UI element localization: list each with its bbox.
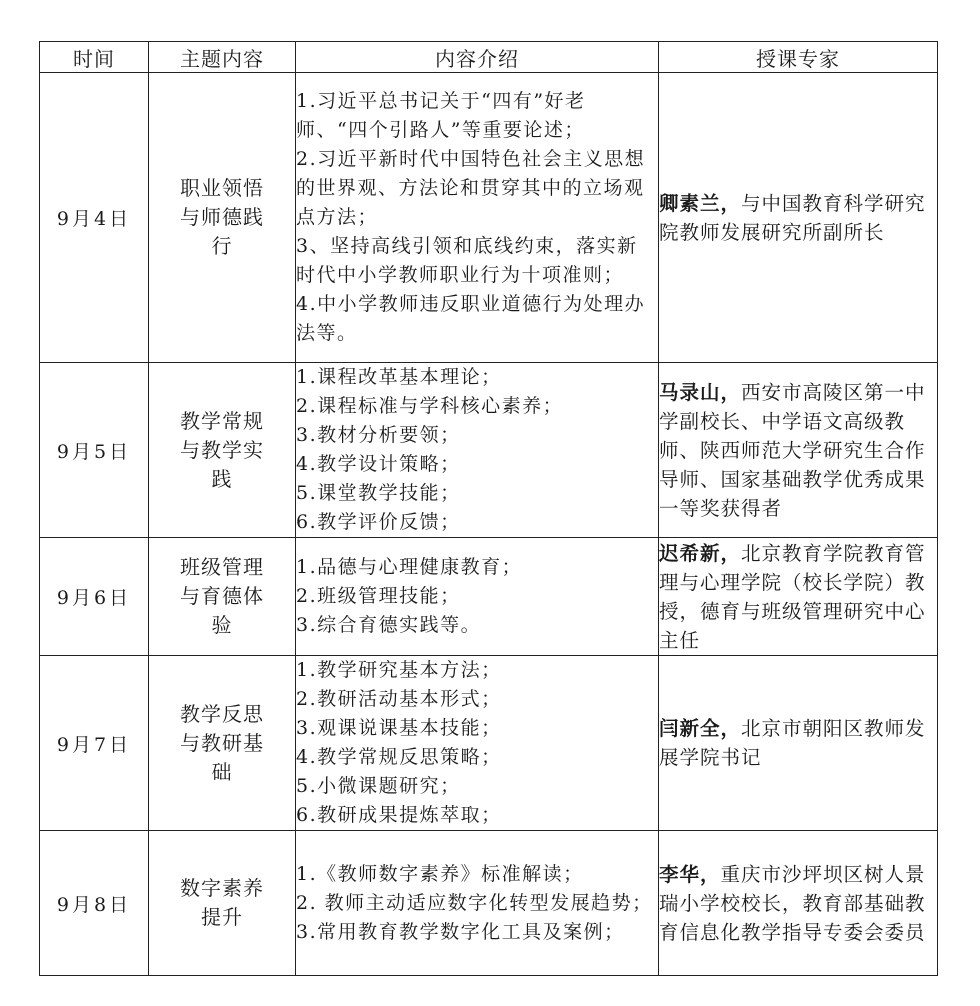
row-description <box>296 73 659 363</box>
row-date: 9月4日 <box>40 73 149 363</box>
content-item: 2. 教师主动适应数字化转型发展趋势； <box>296 891 653 914</box>
content-item: 6.教研成果提炼萃取； <box>296 804 502 826</box>
row-topic-text: 教学常规与教学实践 <box>180 408 264 491</box>
content-item: 3、坚持高线引领和底线约束，落实新时代中小学教师职业行为十项准则； <box>296 235 638 286</box>
table-row <box>40 656 938 831</box>
row-topic <box>149 831 296 976</box>
row-description <box>296 831 659 976</box>
header-row <box>40 42 938 73</box>
content-item: 3.综合育德实践等。 <box>296 614 482 636</box>
row-description <box>296 363 659 538</box>
row-expert <box>659 73 938 363</box>
expert-name: 马录山， <box>659 380 742 404</box>
row-topic-text: 职业领悟与师德践行 <box>180 176 264 258</box>
row-expert <box>659 831 938 976</box>
row-topic <box>149 656 296 831</box>
expert-name: 闫新全， <box>659 717 742 740</box>
content-item: 5.小微课题研究； <box>296 775 461 797</box>
content-item: 4.中小学教师违反职业道德行为处理办法等。 <box>296 293 646 344</box>
content-item: 4.教学常规反思策略； <box>296 746 502 768</box>
table-row <box>40 538 938 656</box>
content-item: 2.课程标准与学科核心素养； <box>296 395 564 417</box>
row-expert <box>659 538 938 656</box>
content-item: 5.课堂教学技能； <box>296 482 461 504</box>
row-topic-text: 数字素养提升 <box>180 876 264 929</box>
content-item: 1.教学研究基本方法； <box>296 659 502 681</box>
content-item: 1.《教师数字素养》标准解读； <box>296 862 584 885</box>
expert-title: 北京教育学院教育管理与心理学院（校长学院）教授，德育与班级管理研究中心主任 <box>659 541 926 652</box>
row-expert <box>659 656 938 831</box>
content-item: 6.教学评价反馈； <box>296 511 461 533</box>
header-expert: 授课专家 <box>659 42 938 73</box>
content-item: 2.习近平新时代中国特色社会主义思想的世界观、方法论和贯穿其中的立场观点方法； <box>296 148 646 228</box>
expert-name: 李华， <box>659 862 721 886</box>
expert-name: 卿素兰， <box>659 191 742 215</box>
expert-title: 重庆市沙坪坝区树人景瑞小学校校长，教育部基础教育信息化教学指导专委会委员 <box>659 862 926 944</box>
content-item: 2.教研活动基本形式； <box>296 688 502 710</box>
content-item: 3.常用教育教学数字化工具及案例； <box>296 920 625 943</box>
row-date: 9月6日 <box>40 538 149 656</box>
row-expert <box>659 363 938 538</box>
content-item: 2.班级管理技能； <box>296 585 461 607</box>
row-topic <box>149 73 296 363</box>
content-item: 4.教学设计策略； <box>296 453 461 475</box>
expert-title: 与中国教育科学研究院教师发展研究所副所长 <box>659 191 926 244</box>
header-date: 时间 <box>40 42 149 73</box>
row-description <box>296 656 659 831</box>
expert-title: 北京市朝阳区教师发展学院书记 <box>659 717 926 769</box>
expert-name: 迟希新， <box>659 541 742 565</box>
content-item: 1.课程改革基本理论； <box>296 366 502 388</box>
header-topic: 主题内容 <box>149 42 296 73</box>
row-topic <box>149 363 296 538</box>
table-row <box>40 73 938 363</box>
content-item: 3.观课说课基本技能； <box>296 717 502 739</box>
row-description <box>296 538 659 656</box>
header-description: 内容介绍 <box>296 42 659 73</box>
row-date: 9月7日 <box>40 656 149 831</box>
row-topic <box>149 538 296 656</box>
row-date: 9月5日 <box>40 363 149 538</box>
row-topic-text: 教学反思与教研基础 <box>180 701 264 784</box>
content-item: 1.品德与心理健康教育； <box>296 556 523 578</box>
row-date: 9月8日 <box>40 831 149 976</box>
content-item: 1.习近平总书记关于“四有”好老师、“四个引路人”等重要论述； <box>296 90 586 141</box>
content-item: 3.教材分析要领； <box>296 424 461 446</box>
training-schedule-table <box>39 41 938 976</box>
expert-title: 西安市高陵区第一中学副校长、中学语文高级教师、陕西师范大学研究生合作导师、国家基础教学优秀成果一等奖获得者 <box>659 380 926 520</box>
row-topic-text: 班级管理与育德体验 <box>180 555 264 637</box>
table-row <box>40 363 938 538</box>
table-row <box>40 831 938 976</box>
